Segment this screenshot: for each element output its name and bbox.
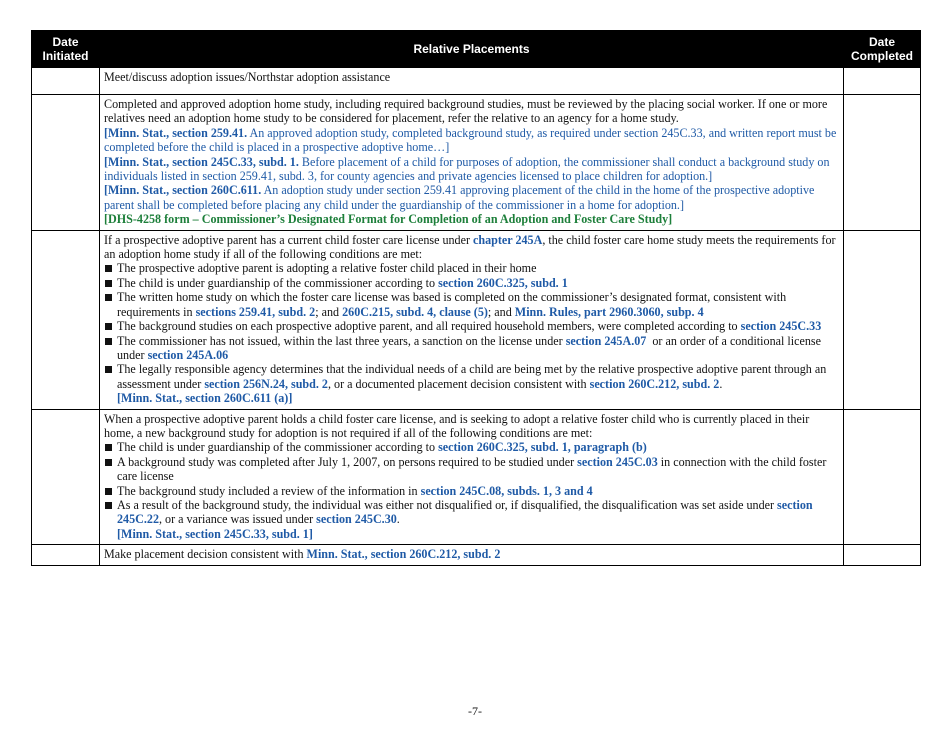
statute-citation[interactable]: [Minn. Stat., section 245C.33, subd. 1] (117, 526, 313, 541)
date-initiated-cell[interactable] (32, 409, 100, 545)
condition-text: The written home study on which the foster care license was based is completed on the commissioner’s designated format, consistent with requirements in (117, 290, 787, 319)
statute-ref-link[interactable]: 260C.215, subd. 4, clause (5) (342, 304, 488, 319)
statute-ref-link[interactable]: section 260C.325, subd. 1 (438, 275, 568, 290)
date-completed-cell[interactable] (844, 545, 921, 565)
condition-text: in connection with the child foster care license (117, 454, 827, 484)
conditions-list (104, 440, 839, 541)
task-intro (104, 233, 839, 262)
list-item (104, 484, 839, 498)
statute-citation[interactable]: [Minn. Stat., section 260C.611 (a)] (117, 391, 293, 406)
condition-text: The child is under guardianship of the commissioner according to (117, 275, 439, 290)
date-completed-cell[interactable] (844, 409, 921, 545)
statute-ref-link[interactable]: sections 259.41, subd. 2 (195, 304, 316, 319)
statute-ref-link[interactable]: [Minn. Stat., section 259.41. (104, 125, 248, 140)
table-row (32, 68, 921, 95)
statute-ref-link[interactable]: section 260C.325, subd. 1, paragraph (b) (438, 440, 647, 455)
statute-ref-link[interactable]: section 245C.33 (740, 319, 822, 334)
page-number: -7- (468, 704, 482, 718)
statute-citation (104, 126, 839, 155)
date-completed-cell[interactable] (844, 95, 921, 231)
task-cell (100, 409, 844, 545)
intro-text: If a prospective adoptive parent has a current child foster care license under (104, 232, 474, 247)
date-initiated-cell[interactable] (32, 545, 100, 565)
condition-text: . (396, 512, 400, 527)
task-intro: Completed and approved adoption home study, including required background studies, must be reviewed by the placing social worker. If one or more relatives need an adoption home study to be considered for placement, refer the relative to an agency for a home study. (104, 97, 828, 126)
condition-text: ; and (315, 304, 343, 319)
statute-ref-link[interactable]: section 245C.30 (316, 512, 397, 527)
conditions-list (104, 261, 839, 405)
header-date-completed: Date Completed (844, 31, 921, 68)
table-row (32, 545, 921, 565)
condition-text: The child is under guardianship of the commissioner according to (117, 440, 439, 455)
table-row (32, 409, 921, 545)
date-initiated-cell[interactable] (32, 68, 100, 95)
statute-ref-link[interactable]: Minn. Rules, part 2960.3060, subp. 4 (514, 304, 704, 319)
task-intro: When a prospective adoptive parent holds a child foster care license, and is seeking to adopt a relative foster child who is currently placed in their home, a new background study for adoption is not required if all of the following conditions are met: (104, 411, 810, 440)
condition-text: The legally responsible agency determines that the individual needs of a child are being met by the relative prospective adoptive parent through an assessment under (117, 362, 827, 391)
list-item (104, 319, 839, 333)
dhs-form-reference[interactable]: [DHS-4258 form – Commissioner’s Designated Format for Completion of an Adoption and Foster Care Study] (104, 212, 673, 227)
statute-citation (104, 155, 839, 184)
statute-citation (104, 183, 839, 212)
condition-text: The commissioner has not issued, within the last three years, a sanction on the license under (117, 333, 566, 348)
list-item (104, 334, 839, 363)
task-cell (100, 68, 844, 95)
header-relative-placements: Relative Placements (100, 31, 844, 68)
statute-ref-link[interactable]: section 245C.03 (577, 454, 658, 469)
list-item (104, 440, 839, 454)
statute-ref-link[interactable]: [Minn. Stat., section 245C.33, subd. 1. (104, 154, 299, 169)
list-item (104, 276, 839, 290)
statute-ref-link[interactable]: section 256N.24, subd. 2 (204, 376, 328, 391)
list-item (104, 261, 839, 275)
condition-text: The background studies on each prospective adoptive parent, and all required household members, were completed according to (117, 319, 741, 334)
intro-text: , the child foster care home study meets the requirements for an adoption home study if all of the following conditions are met: (104, 232, 836, 262)
relative-placements-table (31, 30, 921, 566)
condition-text: The background study included a review of the information in (117, 483, 421, 498)
statute-text: An approved adoption study, completed background study, as required under section 245C.33, and written report must be completed before the child is placed in a prospective adoptive home…] (104, 125, 837, 155)
condition-text: . (719, 376, 723, 391)
statute-ref-link[interactable]: section 245C.08, subds. 1, 3 and 4 (420, 483, 593, 498)
condition-text: As a result of the background study, the individual was either not disqualified or, if disqualified, the disqualification was set aside under (117, 497, 778, 512)
list-item (104, 362, 839, 405)
statute-ref-link[interactable]: Minn. Stat., section 260C.212, subd. 2 (306, 547, 501, 562)
condition-text: or an order of a conditional license under (117, 333, 824, 362)
condition-text: ; and (487, 304, 515, 319)
statute-text: Before placement of a child for purposes of adoption, the commissioner shall conduct a background study on individuals listed in section 259.41, subd. 3, for county agencies and private agencies licensed to place children for adoption.] (104, 154, 830, 184)
task-text: Meet/discuss adoption issues/Northstar adoption assistance (104, 70, 391, 84)
task-cell (100, 545, 844, 565)
date-initiated-cell[interactable] (32, 230, 100, 409)
statute-ref-link[interactable]: [Minn. Stat., section 260C.611. (104, 183, 262, 198)
list-item (104, 498, 839, 541)
condition-text: The prospective adoptive parent is adopting a relative foster child placed in their home (117, 261, 537, 276)
list-item (104, 290, 839, 319)
table-row (32, 95, 921, 231)
statute-ref-link[interactable]: section 245A.06 (147, 347, 229, 362)
statute-ref-link[interactable]: section 245C.22 (117, 497, 813, 527)
header-date-initiated: Date Initiated (32, 31, 100, 68)
task-text: Make placement decision consistent with (104, 547, 307, 562)
date-completed-cell[interactable] (844, 230, 921, 409)
statute-text: An adoption study under section 259.41 approving placement of the child in the home of the prospective adoptive parent shall be completed before placing any child under the guardianship of the commissioner in a home for adoption.] (104, 183, 815, 212)
date-completed-cell[interactable] (844, 68, 921, 95)
list-item (104, 455, 839, 484)
task-cell (100, 230, 844, 409)
condition-text: , or a variance was issued under (159, 512, 317, 527)
task-cell (100, 95, 844, 231)
condition-text: A background study was completed after July 1, 2007, on persons required to be studied under (117, 454, 578, 469)
table-header-row (32, 31, 921, 68)
statute-ref-link[interactable]: section 245A.07 (565, 333, 647, 348)
condition-text: , or a documented placement decision consistent with (327, 376, 590, 391)
date-initiated-cell[interactable] (32, 95, 100, 231)
statute-ref-link[interactable]: chapter 245A (473, 232, 543, 247)
statute-ref-link[interactable]: section 260C.212, subd. 2 (589, 376, 720, 391)
table-row (32, 230, 921, 409)
